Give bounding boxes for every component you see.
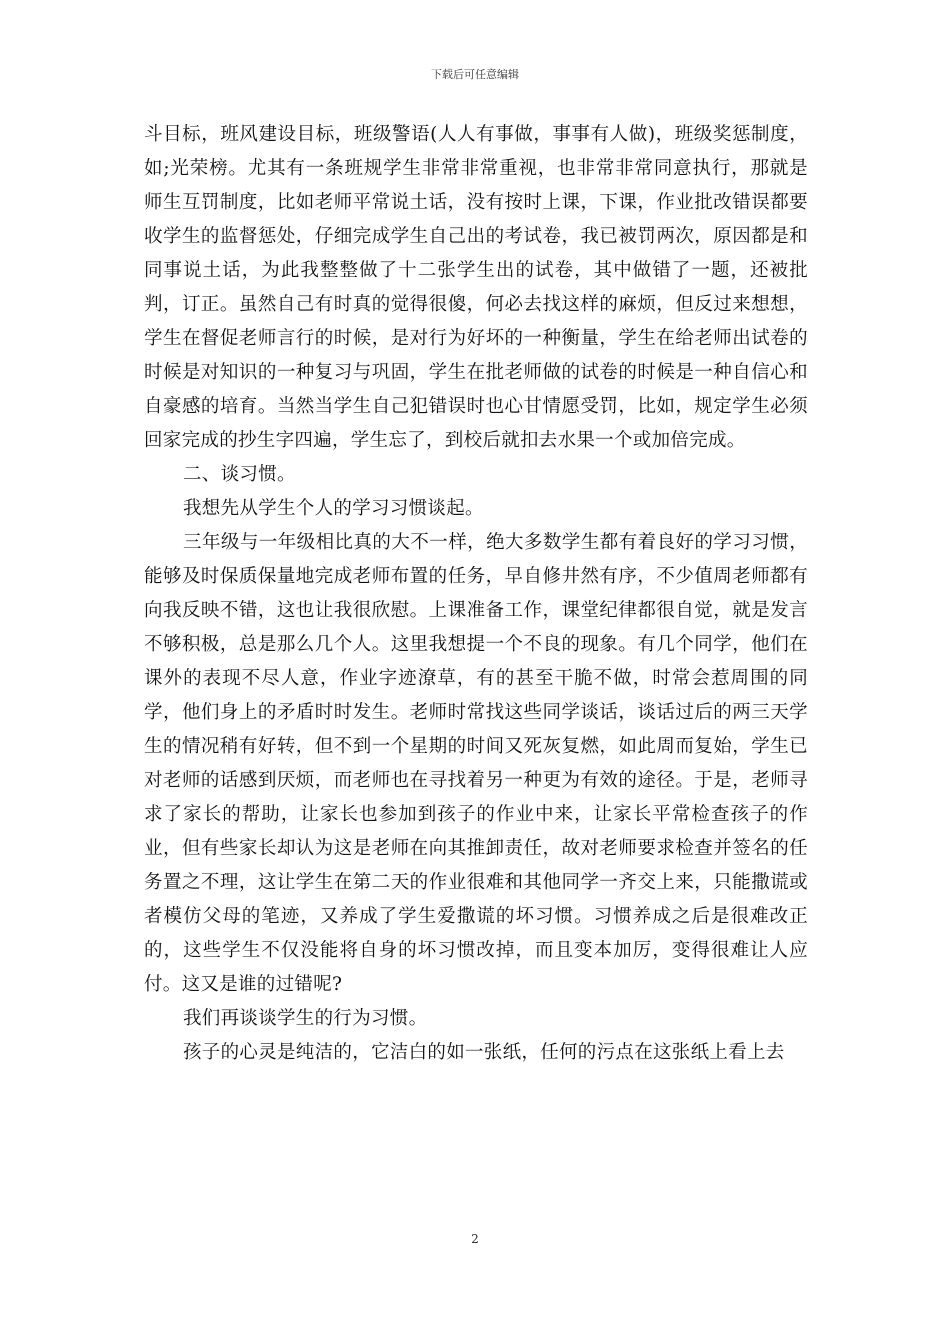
paragraph-intro: 我想先从学生个人的学习习惯谈起。: [183, 498, 484, 519]
paragraph-behavior-intro: 我们再谈谈学生的行为习惯。: [183, 1008, 428, 1029]
page-header: 下载后可任意编辑: [431, 68, 519, 81]
paragraph-children-mind: 孩子的心灵是纯洁的，它洁白的如一张纸，任何的污点在这张纸上看上去: [183, 1042, 785, 1063]
paragraph-continuation: 斗目标，班风建设目标，班级警语(人人有事做，事事有人做)，班级奖惩制度，如;光荣榜。尤其有一条班规学生非常非常重视，也非常非常同意执行，那就是师生互罚制度，比如老师平常说土话，没有按时上课，下课，作业批改错误都要收学生的监督惩处，仔细完成学生自己出的考试卷，我已被罚两次，原因都是和同事说土话，为此我整整做了十二张学生出的试卷，其中做错了一题，还被批判，订正。虽然自己有时真的觉得很傻，何必去找这样的麻烦，但反过来想想，学生在督促老师言行的时候，是对行为好坏的一种衡量，学生在给老师出试卷的时候是对知识的一种复习与巩固，学生在批老师做的试卷的时候是一种自信心和自豪感的培育。当然当学生自己犯错误时也心甘情愿受罚，比如，规定学生必须回家完成的抄生字四遍，学生忘了，到校后就扣去水果一个或加倍完成。: [144, 124, 808, 451]
page-number: 2: [471, 1232, 479, 1246]
section-heading-habits: 二、谈习惯。: [183, 464, 296, 485]
document-body: [144, 118, 808, 1070]
paragraph-study-habits: 三年级与一年级相比真的大不一样，绝大多数学生都有着良好的学习习惯，能够及时保质保量地完成老师布置的任务，早自修井然有序，不少值周老师都有向我反映不错，这也让我很欣慰。上课准备工作，课堂纪律都很自觉，就是发言不够积极，总是那么几个人。这里我想提一个不良的现象。有几个同学，他们在课外的表现不尽人意，作业字迹潦草，有的甚至干脆不做，时常会惹周围的同学，他们身上的矛盾时时发生。老师时常找这些同学谈话，谈话过后的两三天学生的情况稍有好转，但不到一个星期的时间又死灰复燃，如此周而复始，学生已对老师的话感到厌烦，而老师也在寻找着另一种更为有效的途径。于是，老师寻求了家长的帮助，让家长也参加到孩子的作业中来，让家长平常检查孩子的作业，但有些家长却认为这是老师在向其推卸责任，故对老师要求检查并签名的任务置之不理，这让学生在第二天的作业很难和其他同学一齐交上来，只能撒谎或者模仿父母的笔迹，又养成了学生爱撒谎的坏习惯。习惯养成之后是很难改正的，这些学生不仅没能将自身的坏习惯改掉，而且变本加厉，变得很难让人应付。这又是谁的过错呢?: [144, 532, 808, 995]
